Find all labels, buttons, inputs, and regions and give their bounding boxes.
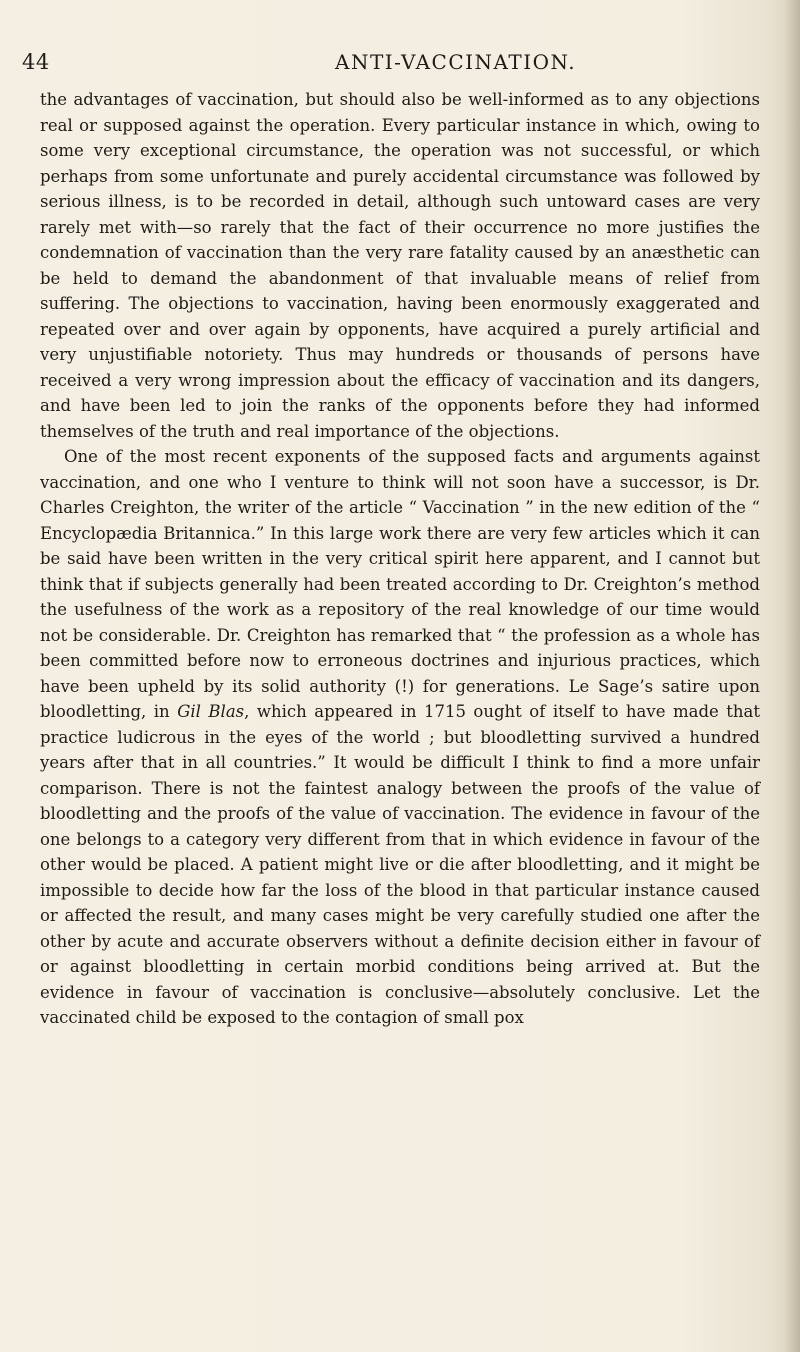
page-edge-shadow bbox=[784, 0, 800, 1352]
paragraph-2-part-2: , which appeared in 1715 ought of itself to have made that practice ludicrous in the eyes of the world ; but bloodletting survived a hundred years after that in all countries.” It would be difficult I think to find a more unfair comparison. There is not the faintest analogy between the proofs of the value of bloodletting and the proofs of the value of vaccination. The evidence in favour of the one belongs to a category very different from that in which evidence in favour of the other would be placed. A patient might live or die after bloodletting, and it might be impossible to decide how far the loss of the blood in that particular instance caused or affected the result, and many cases might be very carefully studied one after the other by acute and accurate observers without a definite decision either in favour of or against bloodletting in certain morbid conditions being arrived at. But the evidence in favour of vaccination is conclusive—absolutely conclusive. Let the vaccinated child be exposed to the contagion of small pox bbox=[40, 702, 761, 1027]
page-number: 44 bbox=[22, 50, 50, 74]
running-title: ANTI-VACCINATION. bbox=[335, 50, 577, 74]
paragraph-2 bbox=[40, 444, 760, 1031]
paragraph-2-part-1: One of the most recent exponents of the supposed facts and arguments against vaccination, and one who I venture to think will not soon have a successor, is Dr. Charles Creighton, the writer of the article “ Vaccination ” in the new edition of the “ Encyclopædia Britannica.” In this large work there are very few articles which it can be said have been written in the very critical spirit here apparent, and I cannot but think that if subjects generally had been treated according to Dr. Creighton’s method the usefulness of the work as a repository of the real knowledge of our time would not be considerable. Dr. Creighton has remarked that “ the profession as a whole has been committed before now to erroneous doctrines and injurious practices, which have been upheld by its solid authority (!) for generations. Le Sage’s satire upon bloodletting, in bbox=[40, 447, 760, 721]
body-text bbox=[40, 87, 760, 1031]
gil-blas-title: Gil Blas bbox=[177, 702, 245, 721]
paragraph-1: the advantages of vaccination, but should also be well-informed as to any objections real or supposed against the operation. Every particular instance in which, owing to some very exceptional circumstance, the operation was not successful, or which perhaps from some unfortunate and purely accidental circumstance was followed by serious illness, is to be recorded in detail, although such untoward cases are very rarely met with—so rarely that the fact of their occurrence no more justifies the condemnation of vaccination than the very rare fatality caused by an anæsthetic can be held to demand the abandonment of that invaluable means of relief from suffering. The objections to vaccination, having been enormously exaggerated and repeated over and over again by opponents, have acquired a purely artificial and very unjustifiable notoriety. Thus may hundreds or thousands of persons have received a very wrong impression about the efficacy of vaccination and its dangers, and have been led to join the ranks of the opponents before they had informed themselves of the truth and real importance of the objections. bbox=[40, 90, 760, 441]
running-header bbox=[0, 50, 800, 76]
